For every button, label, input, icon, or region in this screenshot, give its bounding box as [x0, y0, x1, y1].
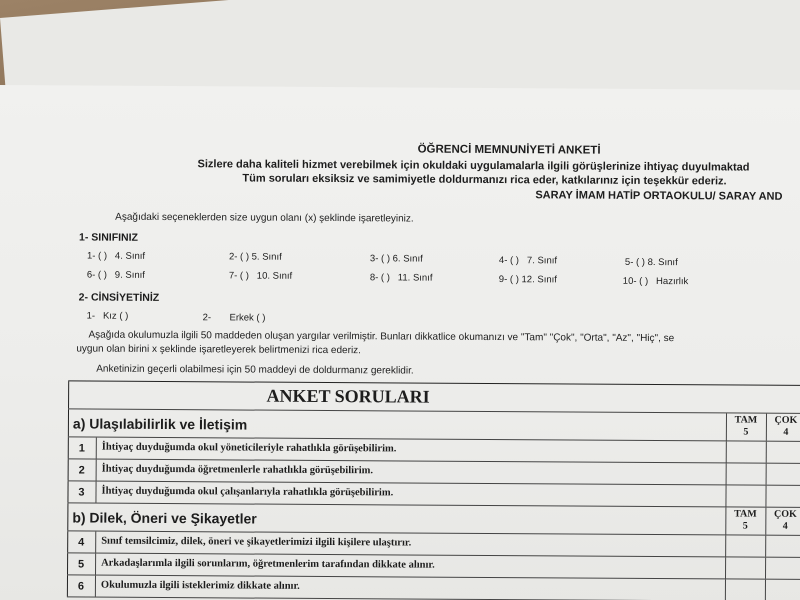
option-number: 2- ( ): [228, 251, 250, 263]
question-number: 2: [78, 464, 85, 477]
gender-option[interactable]: [87, 311, 129, 322]
class-option[interactable]: [87, 270, 145, 281]
option-label: 12. Sınıf: [521, 274, 557, 286]
option-label: 8. Sınıf: [647, 256, 678, 269]
answer-cell[interactable]: [725, 485, 765, 506]
column-label: TAM: [734, 508, 757, 520]
column-tam: [725, 508, 765, 532]
answer-cell[interactable]: [725, 535, 765, 556]
question-text: İhtiyaç duyduğumda okul yöneticileriyle rahatlıkla görüşebilirim.: [101, 441, 397, 455]
paragraph-line-2: uygun olan birini x şeklinde işaretleyerek belirtmenizi rica ederiz.: [76, 343, 361, 357]
option-number: 5- ( ): [624, 256, 646, 268]
question-text: İhtiyaç duyduğumda öğretmenlerle rahatlıkla görüşebilirim.: [101, 463, 374, 477]
answer-cell[interactable]: [725, 579, 765, 600]
survey-table: [67, 380, 800, 600]
intro-line-2: Tüm soruları eksiksiz ve samimiyetle doldurmanızı rica eder, katkılarınız için teşekkür ederiz.: [242, 172, 727, 188]
paragraph-line-1: Aşağıda okulumuzla ilgili 50 maddeden oluşan yargılar verilmiştir. Bunları dikkatlice okumanızı ve "Tam" "Çok", "Orta", "Az", "Hiç", se: [88, 329, 675, 345]
paragraph-line-3: Anketinizin geçerli olabilmesi için 50 maddeyi de doldurmanız gereklidir.: [96, 363, 414, 377]
option-number: 7- ( ): [228, 270, 249, 282]
question-text: Okulumuzla ilgili isteklerimiz dikkate alınır.: [100, 579, 300, 592]
answer-cell[interactable]: [766, 464, 800, 485]
option-label: 6. Sınıf: [392, 253, 423, 265]
survey-paper: [0, 85, 800, 600]
class-option[interactable]: [499, 255, 557, 266]
option-number: 9- ( ): [498, 274, 519, 286]
option-label: Hazırlık: [656, 276, 689, 288]
option-label: 9. Sınıf: [114, 269, 145, 281]
option-number: 3- ( ): [369, 253, 391, 265]
class-option[interactable]: [499, 274, 557, 285]
column-cok: [765, 509, 800, 533]
table-title: ANKET SORULARI: [266, 385, 430, 407]
instruction-text: Aşağıdaki seçeneklerden size uygun olanı (x) şeklinde işaretleyiniz.: [115, 211, 414, 225]
option-number: 1-: [86, 310, 96, 322]
class-option[interactable]: [625, 257, 678, 268]
question-number: 1: [78, 442, 85, 455]
option-label: Kız ( ): [102, 310, 129, 322]
question-text: İhtiyaç duyduğumda okul çalışanlarıyla rahatlıkla görüşebilirim.: [101, 485, 394, 499]
class-option[interactable]: [229, 251, 282, 262]
intro-line-1: Sizlere daha kaliteli hizmet verebilmek için okuldaki uygulamalarla ilgili görüşlerinize ihtiyaç duyulmaktad: [197, 158, 750, 174]
question-text: Sınıf temsilcimiz, dilek, öneri ve şikayetlerimizi ilgili kişilere ulaştırır.: [101, 535, 412, 549]
column-value: 5: [742, 520, 748, 532]
column-value: 4: [782, 520, 788, 532]
answer-cell[interactable]: [765, 486, 800, 507]
column-tam: [726, 414, 766, 438]
survey-title: ÖĞRENCİ MEMNUNİYETİ ANKETİ: [417, 143, 601, 157]
option-number: 10- ( ): [622, 275, 649, 287]
option-label: 4. Sınıf: [114, 250, 146, 262]
option-label: Erkek ( ): [229, 312, 266, 324]
question-number: 5: [77, 558, 85, 571]
question-text: Arkadaşlarımla ilgili sorunlarım, öğretmenlerim tarafından dikkate alınır.: [101, 557, 435, 571]
answer-cell[interactable]: [726, 463, 766, 484]
class-option[interactable]: [370, 253, 423, 264]
gender-heading: 2- CİNSİYETİNİZ: [78, 291, 160, 304]
section-title-b: b) Dilek, Öneri ve Şikayetler: [72, 509, 257, 527]
option-number: 6- ( ): [86, 269, 107, 281]
option-label: 11. Sınıf: [397, 272, 433, 284]
option-number: 8- ( ): [369, 272, 390, 284]
question-number: 6: [77, 580, 85, 593]
class-option[interactable]: [87, 251, 145, 262]
column-cok: [766, 415, 800, 439]
option-number: 1- ( ): [86, 250, 108, 262]
question-number: 3: [78, 486, 85, 499]
gender-option[interactable]: [203, 312, 266, 323]
option-label: 7. Sınıf: [526, 255, 558, 267]
answer-cell[interactable]: [765, 580, 800, 600]
table-row: [67, 575, 800, 600]
class-option[interactable]: [623, 276, 689, 287]
section-title-a: a) Ulaşılabilirlik ve İletişim: [72, 415, 248, 433]
class-heading: 1- SINIFINIZ: [79, 231, 139, 244]
class-option[interactable]: [229, 270, 292, 281]
option-number: 2-: [202, 312, 212, 324]
class-option[interactable]: [370, 272, 433, 283]
answer-cell[interactable]: [726, 441, 766, 462]
answer-cell[interactable]: [765, 536, 800, 557]
option-label: 10. Sınıf: [256, 270, 293, 282]
answer-cell[interactable]: [766, 442, 800, 463]
question-number: 4: [78, 536, 85, 549]
option-number: 4- ( ): [498, 255, 520, 267]
option-label: 5. Sınıf: [251, 251, 282, 263]
answer-cell[interactable]: [725, 557, 765, 578]
column-label: ÇOK: [774, 414, 798, 426]
column-label: TAM: [734, 414, 758, 426]
column-label: ÇOK: [773, 508, 797, 520]
column-value: 4: [783, 426, 789, 438]
school-name: SARAY İMAM HATİP ORTAOKULU/ SARAY AND: [535, 189, 783, 203]
answer-cell[interactable]: [765, 558, 800, 579]
column-value: 5: [743, 426, 749, 438]
